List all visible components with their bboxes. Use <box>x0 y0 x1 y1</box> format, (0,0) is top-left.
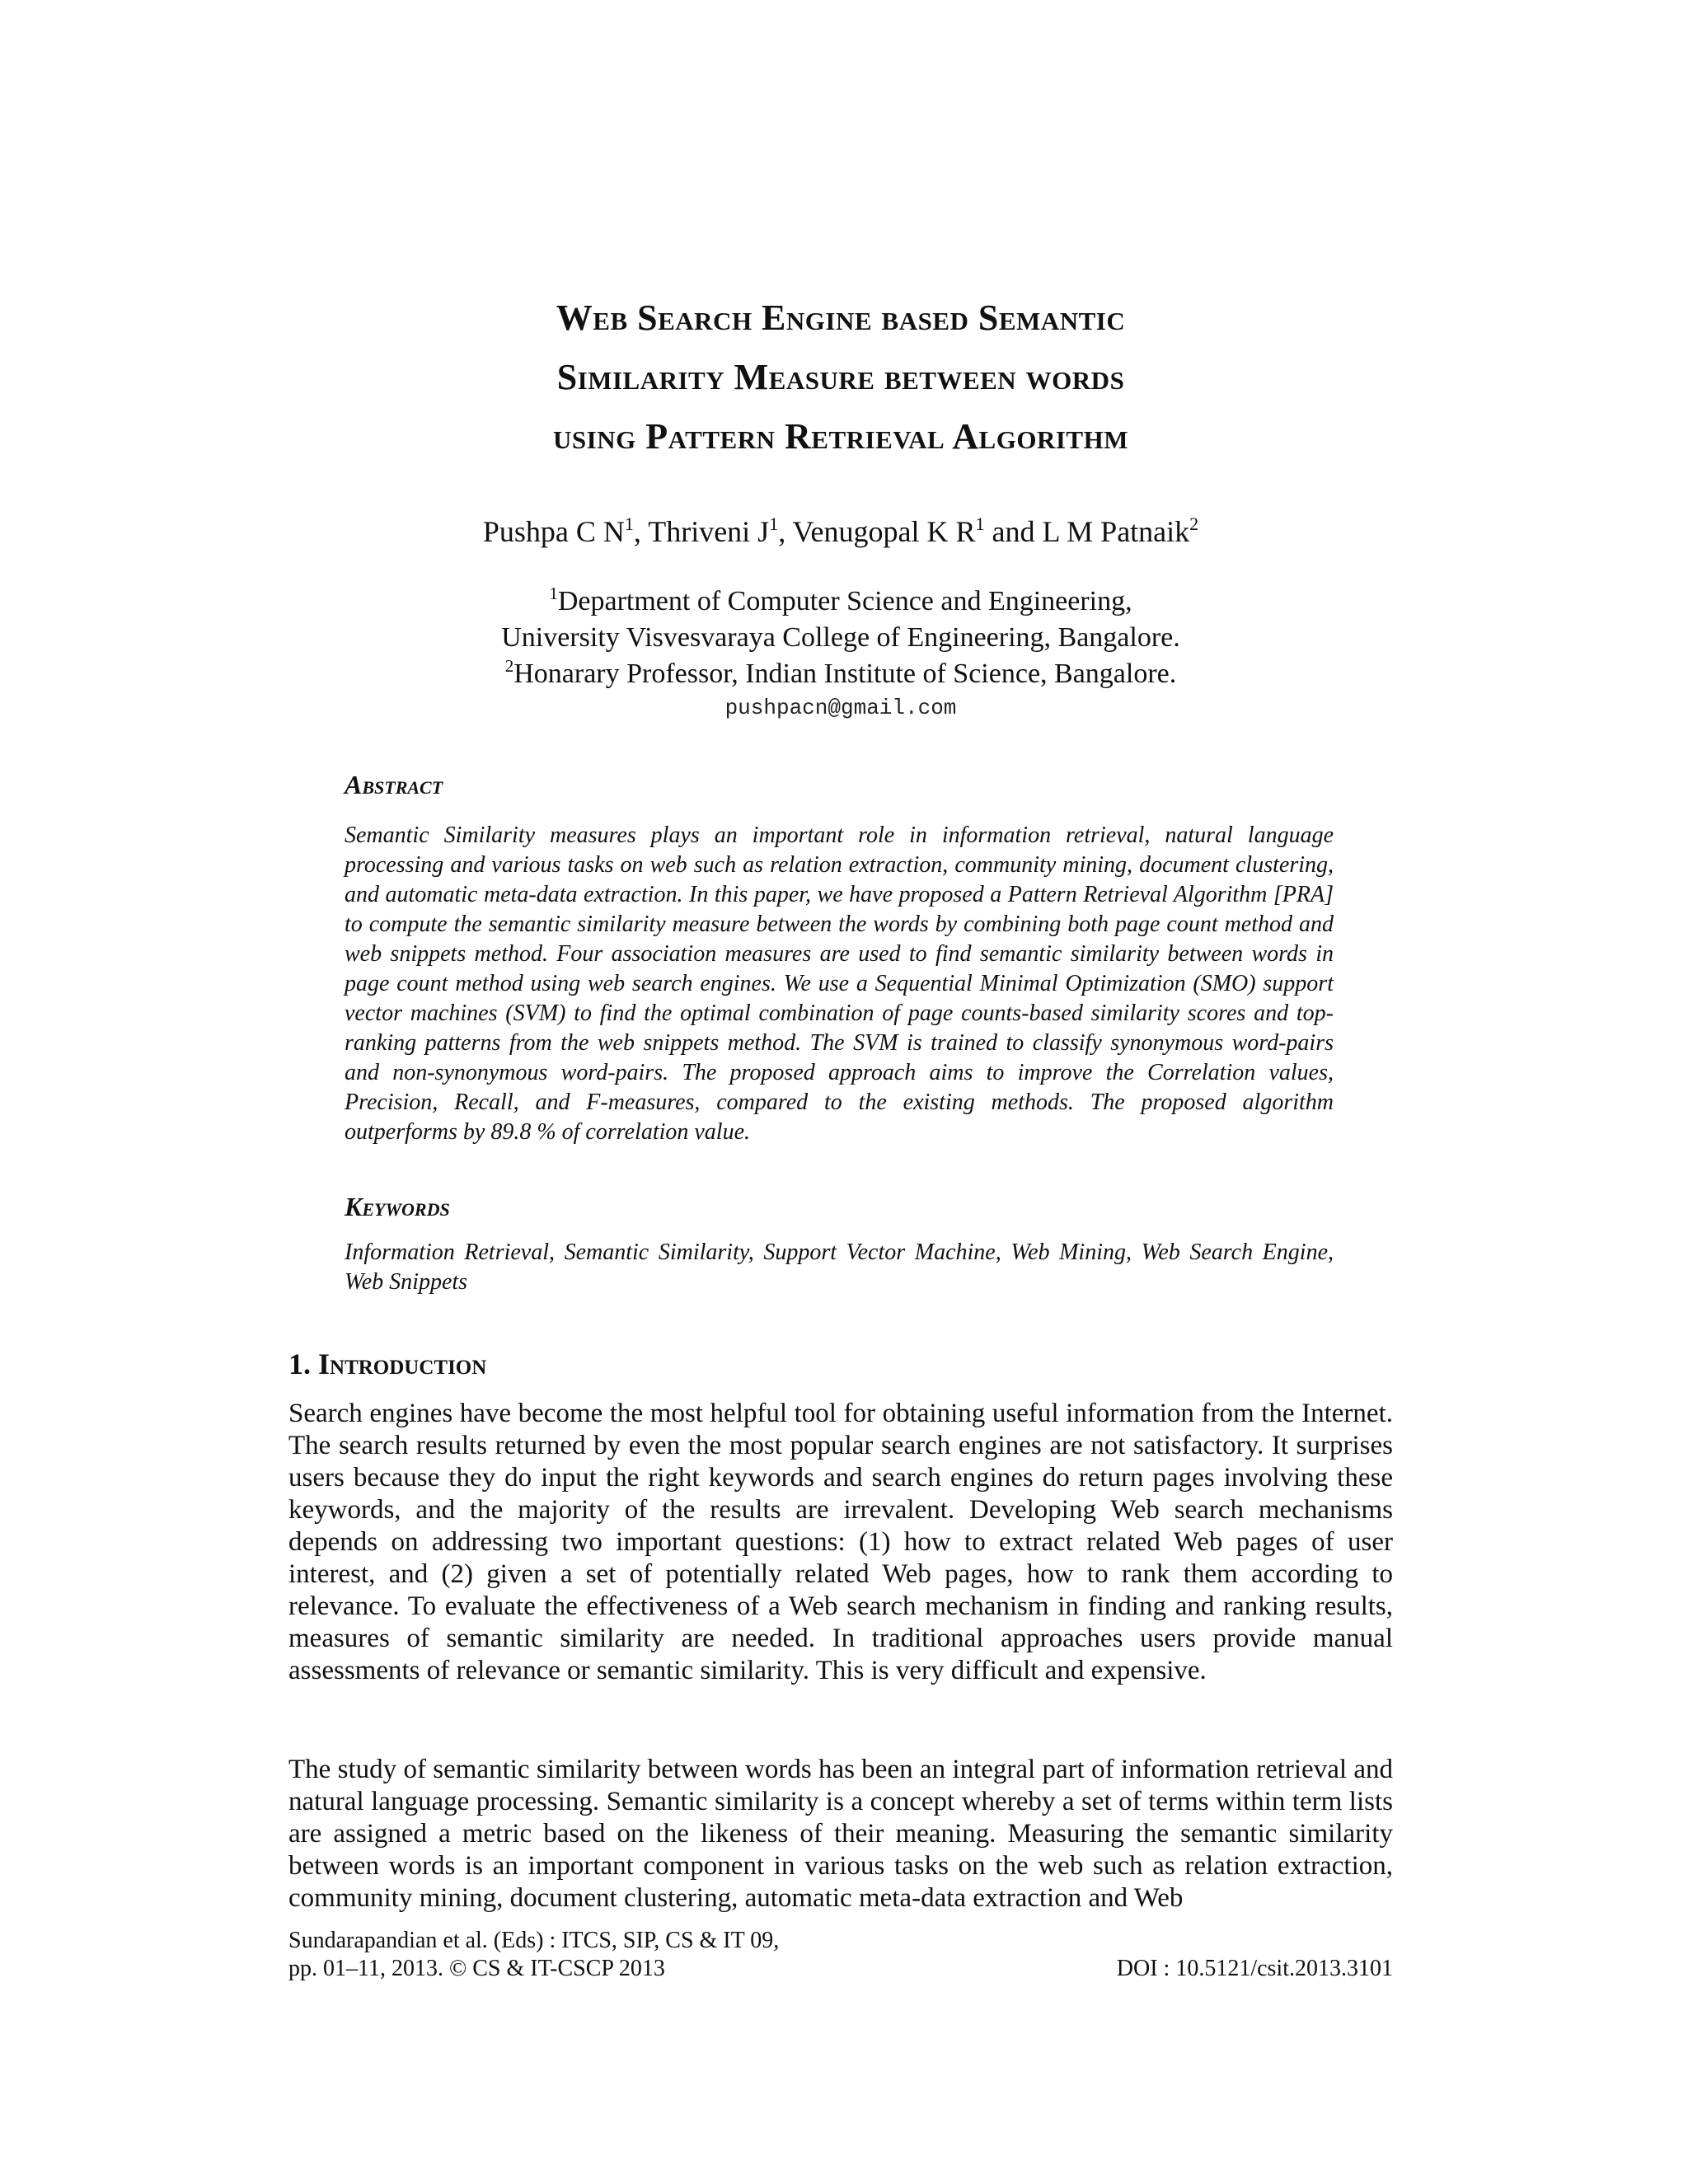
author-name: , Thriveni J <box>633 515 770 548</box>
affiliation-line <box>288 656 1393 692</box>
affiliation-text: Department of Computer Science and Engineering, <box>557 586 1132 616</box>
introduction-heading: 1. Introduction <box>288 1347 487 1380</box>
abstract-heading: Abstract <box>345 770 443 799</box>
author-affiliation-mark: 1 <box>975 513 985 534</box>
paper-title <box>288 288 1393 466</box>
footer-doi: DOI : 10.5121/csit.2013.3101 <box>1116 1956 1393 1981</box>
author-affiliation-mark: 1 <box>769 513 779 534</box>
affiliation-line <box>288 583 1393 620</box>
introduction-paragraph: The study of semantic similarity between words has been an integral part of information retrieval and natural language processing. Semantic similarity is a concept whereby a set of terms within term lists are assigned a metric based on the likeness of their meaning. Measuring the semantic similarity between words is an important component in various tasks on the web such as relation extraction, community mining, document clustering, automatic meta-data extraction and Web <box>288 1755 1393 1913</box>
footer-line: pp. 01–11, 2013. © CS & IT-CSCP 2013 <box>288 1956 665 1981</box>
author-name: Pushpa C N <box>482 515 625 548</box>
affiliation-mark: 2 <box>504 656 514 676</box>
author-affiliation-mark: 2 <box>1189 513 1199 534</box>
title-line-1: Web Search Engine based Semantic <box>556 298 1126 338</box>
affiliations <box>288 583 1393 724</box>
footer-line: Sundarapandian et al. (Eds) : ITCS, SIP, CS & IT 09, <box>288 1928 780 1953</box>
affiliation-line: University Visvesvaraya College of Engineering, Bangalore. <box>501 622 1180 653</box>
author-name: and L M Patnaik <box>984 515 1190 548</box>
introduction-paragraph: Search engines have become the most helpful tool for obtaining useful information from the Internet. The search results returned by even the most popular search engines are not satisfactory. It surprises users because they do input the right keywords and search engines do return pages involving these keywords, and the majority of the results are irrevalent. Developing Web search mechanisms depends on addressing two important questions: (1) how to extract related Web pages of user interest, and (2) given a set of potentially related Web pages, how to rank them according to relevance. To evaluate the effectiveness of a Web search mechanism in finding and ranking results, measures of semantic similarity are needed. In traditional approaches users provide manual assessments of relevance or semantic similarity. This is very difficult and expensive. <box>288 1399 1393 1685</box>
keywords-text: Information Retrieval, Semantic Similarity, Support Vector Machine, Web Mining, Web Search Engine, Web Snippets <box>345 1240 1334 1295</box>
footer-citation <box>288 1927 779 1983</box>
author-affiliation-mark: 1 <box>624 513 634 534</box>
author-list <box>288 511 1393 552</box>
affiliation-text: Honarary Professor, Indian Institute of Science, Bangalore. <box>513 658 1177 689</box>
abstract-text: Semantic Similarity measures plays an important role in information retrieval, natural language processing and various tasks on web such as relation extraction, community mining, document clustering, and automatic meta-data extraction. In this paper, we have proposed a Pattern Retrieval Algorithm [PRA] to compute the semantic similarity measure between the words by combining both page count method and web snippets method. Four association measures are used to find semantic similarity between words in page count method using web search engines. We use a Sequential Minimal Optimization (SMO) support vector machines (SVM) to find the optimal combination of page counts-based similarity scores and top-ranking patterns from the web snippets method. The SVM is trained to classify synonymous word-pairs and non-synonymous word-pairs. The proposed approach aims to improve the Correlation values, Precision, Recall, and F-measures, compared to the existing methods. The proposed algorithm outperforms by 89.8 % of correlation value. <box>345 823 1334 1145</box>
affiliation-mark: 1 <box>549 583 558 603</box>
author-name: , Venugopal K R <box>778 515 976 548</box>
keywords-heading: Keywords <box>345 1192 450 1221</box>
author-email: pushpacn@gmail.com <box>724 696 957 720</box>
title-line-2: Similarity Measure between words <box>556 357 1125 397</box>
title-line-3: using Pattern Retrieval Algorithm <box>553 416 1128 457</box>
